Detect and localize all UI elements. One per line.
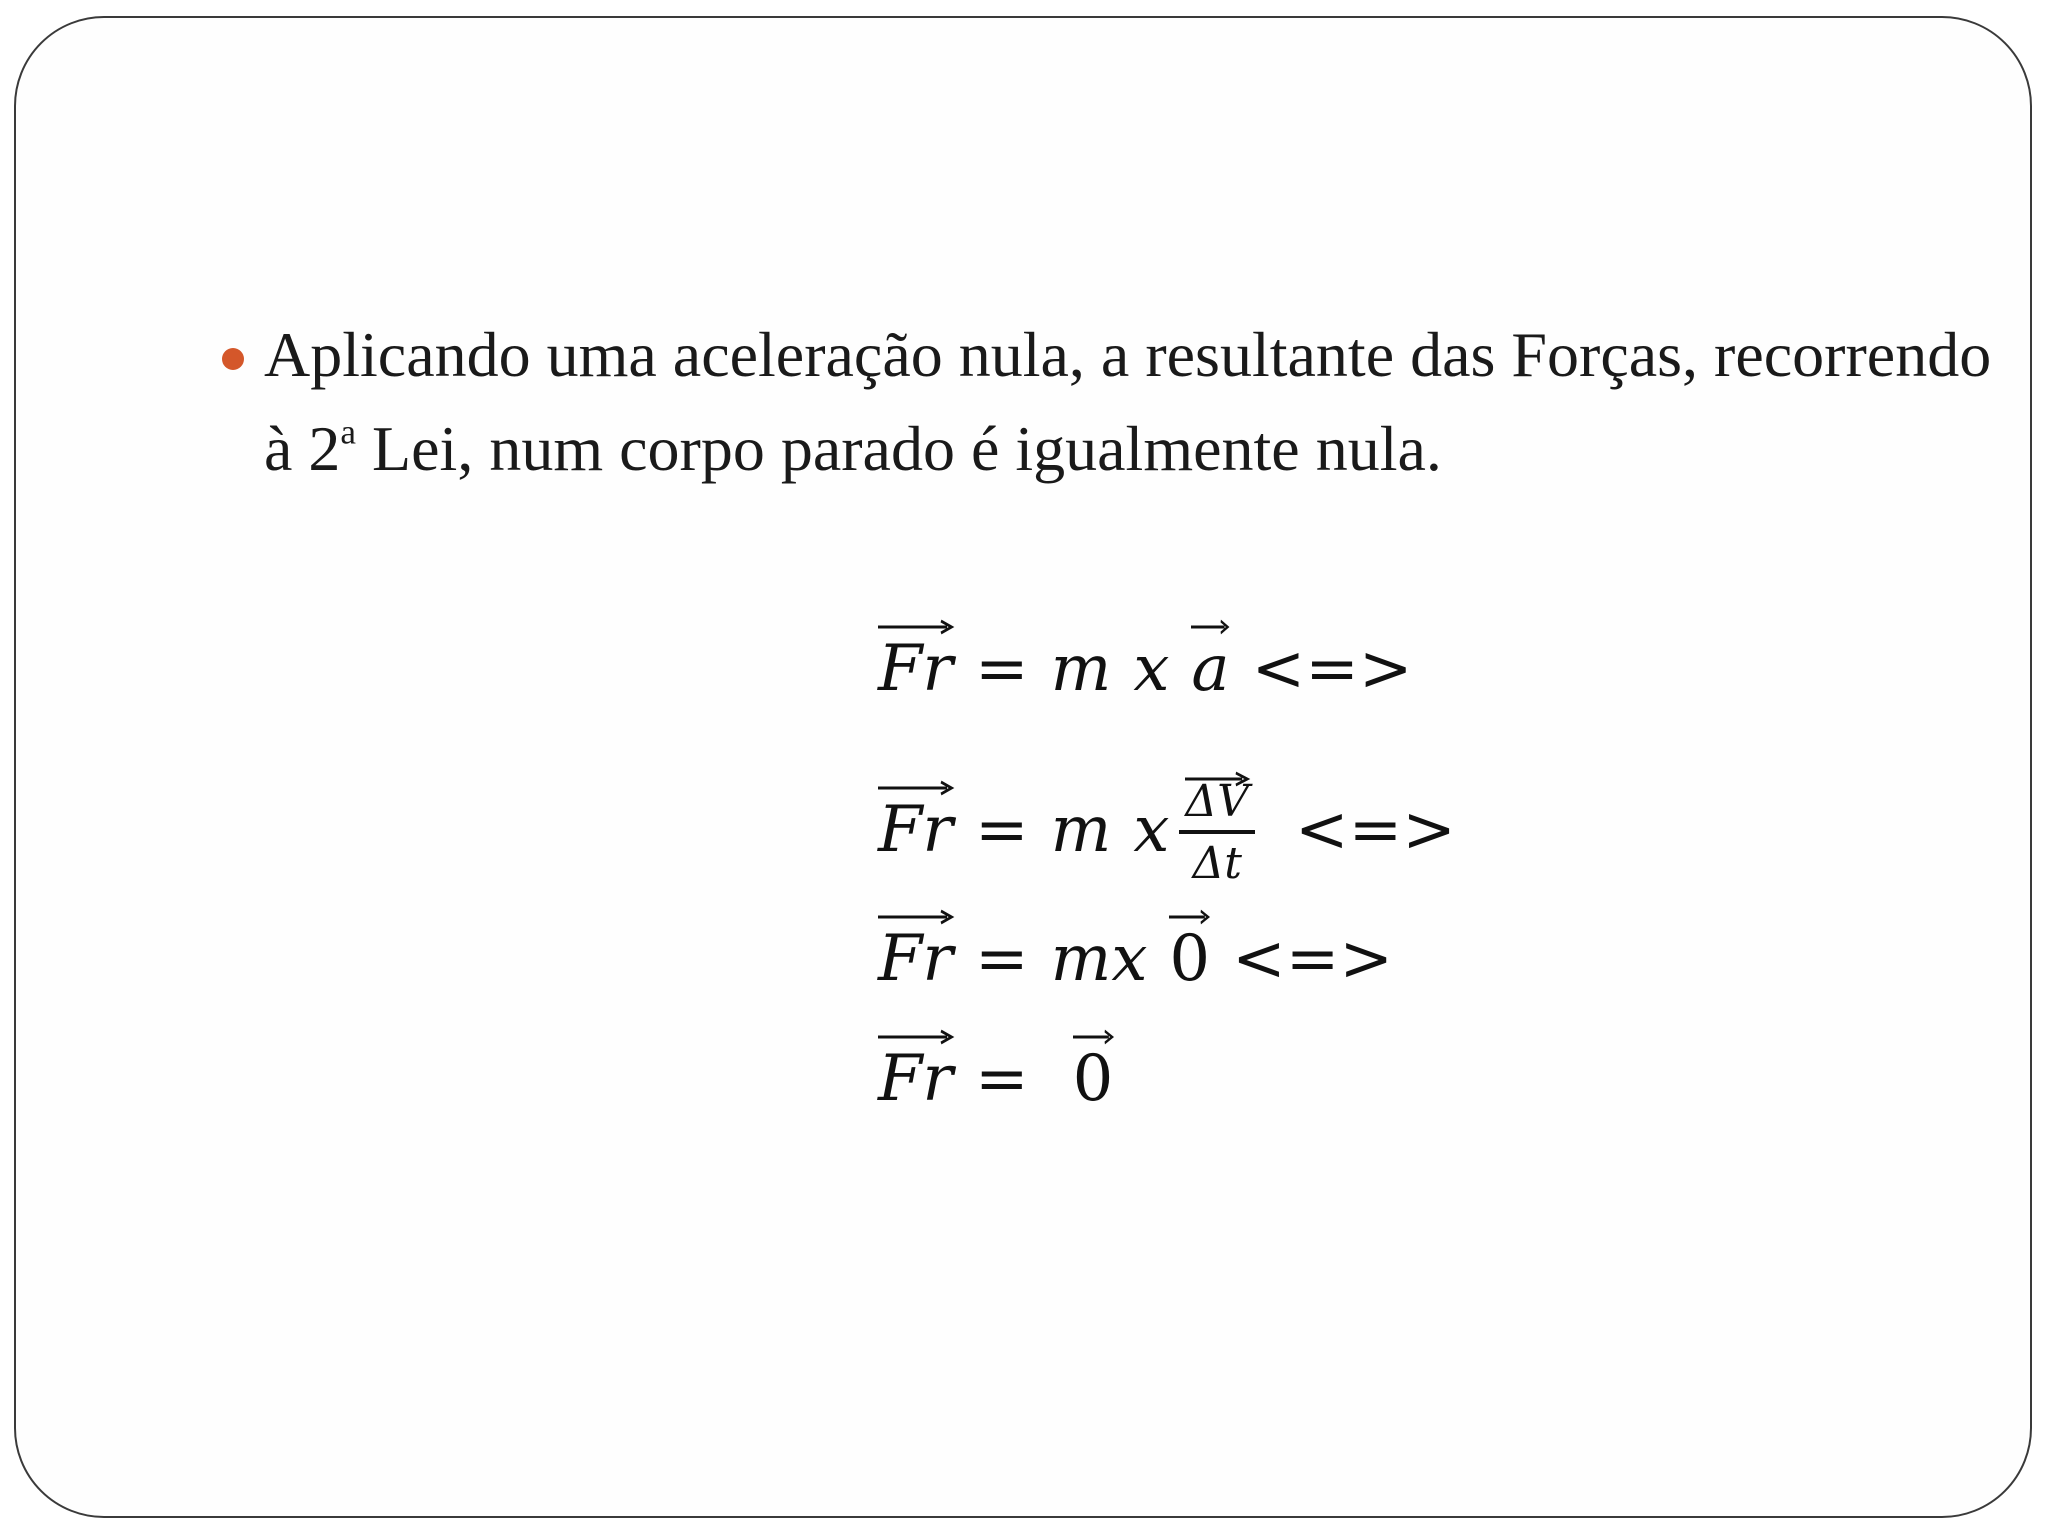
mass-symbol: m: [1050, 632, 1112, 706]
equals-sign: =: [975, 632, 1029, 706]
ordinal-superscript: a: [340, 412, 357, 452]
vector-arrow-icon: [1185, 772, 1249, 786]
vector-arrow-icon: [1169, 910, 1210, 924]
equals-sign: =: [975, 922, 1029, 996]
mass-symbol: m: [1050, 793, 1112, 867]
equals-sign: =: [975, 1042, 1029, 1116]
vector-arrow-icon: [878, 1030, 953, 1044]
equation-1: [878, 632, 1412, 732]
equation-block: [16, 18, 2030, 1516]
bullet-text-part1: Aplicando uma aceleração nula, a resultante das Forças, recorrendo à 2: [264, 319, 1992, 484]
vector-fr: Fr: [878, 632, 953, 706]
equation-3: [878, 922, 1393, 1022]
vector-a: a: [1191, 632, 1229, 706]
vector-delta-v: ΔV: [1185, 780, 1249, 824]
vector-arrow-icon: [1191, 620, 1229, 634]
fraction-numerator: [1179, 774, 1255, 828]
times-symbol: x: [1133, 793, 1170, 867]
equivalence-symbol: <=>: [1251, 632, 1413, 706]
times-symbol: x: [1133, 632, 1170, 706]
vector-zero: 0: [1169, 922, 1210, 996]
vector-arrow-icon: [1073, 1030, 1114, 1044]
vector-fr: Fr: [878, 793, 953, 867]
fraction-bar: [1179, 830, 1255, 834]
equation-2: [878, 774, 1456, 914]
vector-arrow-icon: [878, 910, 953, 924]
vector-fr: Fr: [878, 1042, 953, 1116]
equivalence-symbol: <=>: [1232, 922, 1393, 996]
vector-fr: Fr: [878, 922, 953, 996]
fraction-denominator: Δt: [1192, 838, 1242, 889]
fraction: [1179, 774, 1255, 889]
vector-arrow-icon: [878, 781, 953, 795]
equation-4: [878, 1042, 1113, 1142]
vector-zero: 0: [1073, 1042, 1114, 1116]
vector-arrow-icon: [878, 620, 953, 634]
bullet-text-part2: Lei, num corpo parado é igualmente nula.: [356, 413, 1442, 484]
equivalence-symbol: <=>: [1294, 793, 1456, 867]
slide: [14, 16, 2032, 1518]
equals-sign: =: [975, 793, 1029, 867]
mass-times-symbol: mx: [1050, 922, 1148, 996]
